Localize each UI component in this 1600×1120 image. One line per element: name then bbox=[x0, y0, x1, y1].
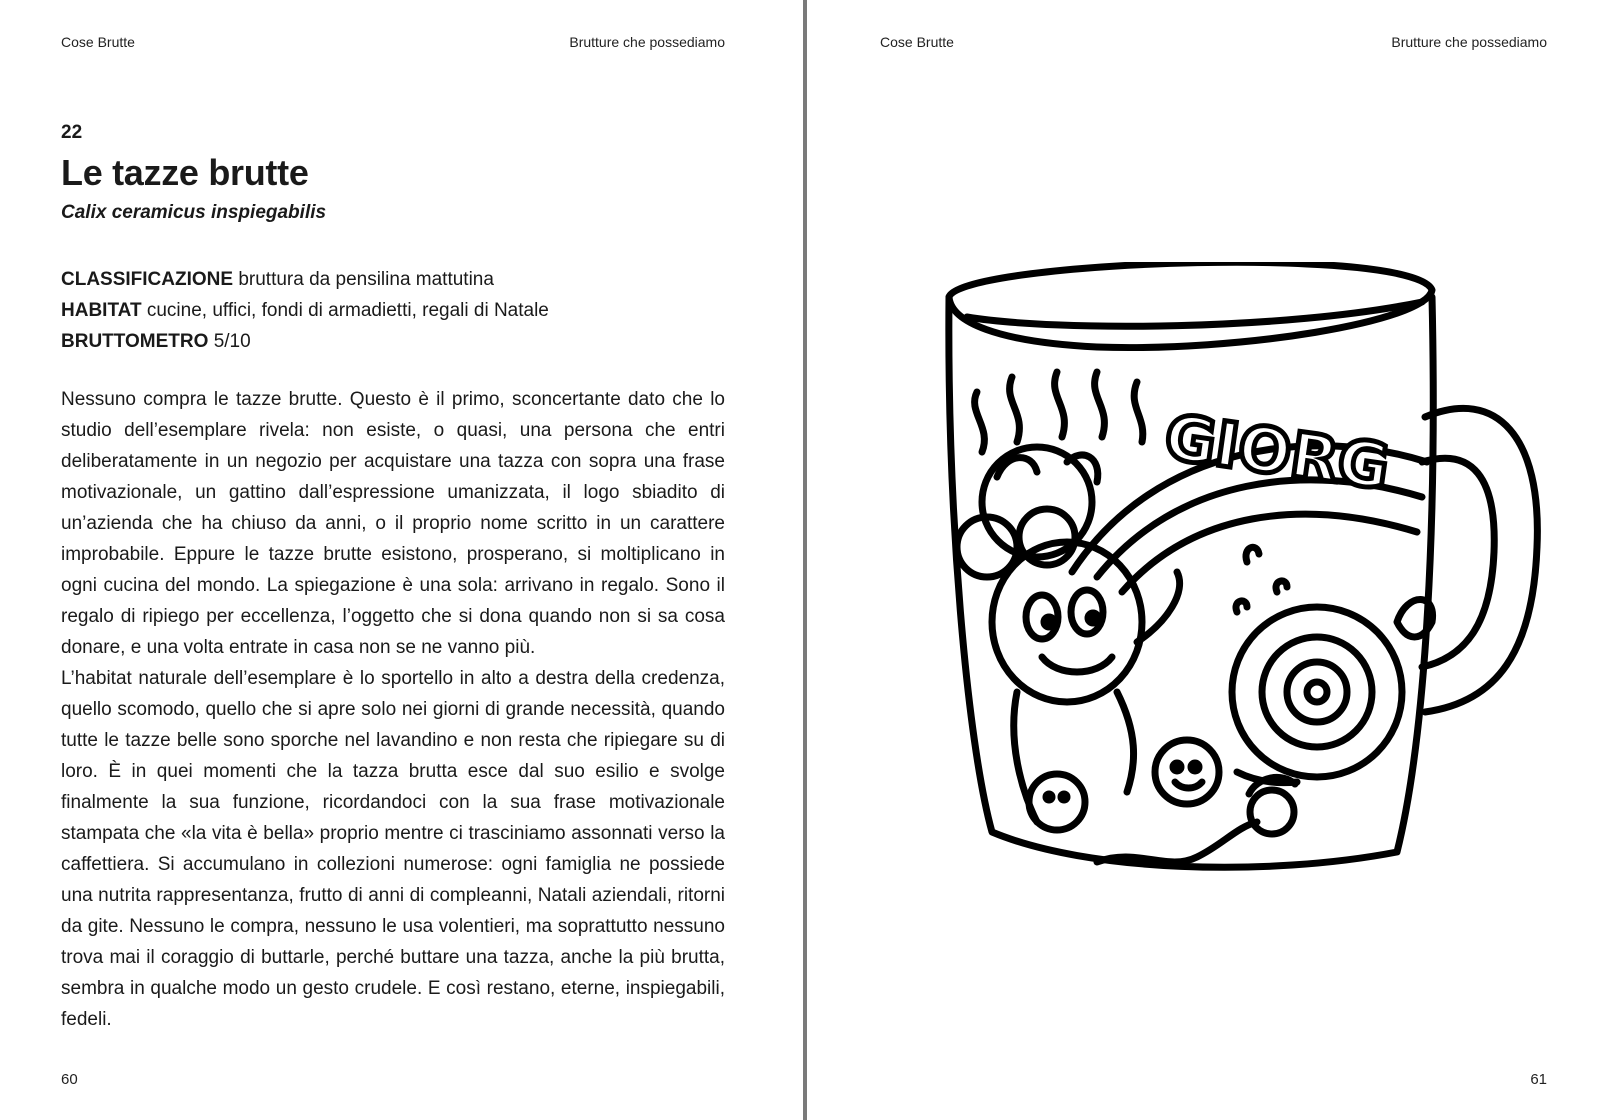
body-text bbox=[61, 384, 725, 1035]
ugly-mug-illustration bbox=[937, 262, 1567, 922]
specimen-info bbox=[61, 264, 549, 357]
latin-subtitle: Calix ceramicus inspiegabilis bbox=[61, 202, 327, 223]
body-paragraph-2: L’habitat naturale dell’esemplare è lo sportello in alto a destra della credenza, quello scomodo, quello che si apre solo nei giorni di grande necessità, quando tutte le tazze belle sono sporche nel lavandino e non resta che ripiegare su di loro. È in quei momenti che la tazza brutta esce dal suo esilio e svolge finalmente la sua funzione, ricordandoci con la sua frase motivazionale stampata che «la vita è bella» proprio mentre ci trasciniamo assonnati verso la caffettiera. Si accumulano in collezioni numerose: ogni famiglia ne possiede una nutrita rappresentanza, frutto di anni di compleanni, Natali aziendali, ritorni da gite. Nessuno le compra, nessuno le usa volentieri, ma soprattutto nessuno trova mai il coraggio di buttarle, perché buttare una tazza, anche la più brutta, sembra in qualche modo un gesto crudele. E così restano, eterne, inspiegabili, fedeli. bbox=[61, 668, 725, 1030]
mug-handle bbox=[1425, 408, 1537, 712]
running-head-book-title: Cose Brutte bbox=[880, 34, 954, 50]
bruttometro-line bbox=[61, 326, 549, 357]
habitat-line bbox=[61, 295, 549, 326]
right-page bbox=[807, 0, 1600, 1120]
bruttometro-value: 5/10 bbox=[208, 331, 251, 352]
chapter-title: Le tazze brutte bbox=[61, 152, 309, 193]
classification-value: bruttura da pensilina mattutina bbox=[233, 269, 494, 290]
running-head-section: Brutture che possediamo bbox=[569, 34, 725, 50]
classification-label: CLASSIFICAZIONE bbox=[61, 269, 234, 290]
classification-line bbox=[61, 264, 549, 295]
mug-rim bbox=[949, 262, 1432, 347]
bruttometro-label: BRUTTOMETRO bbox=[61, 331, 209, 352]
habitat-label: HABITAT bbox=[61, 300, 142, 321]
page-number-left: 60 bbox=[61, 1071, 78, 1088]
running-head-section: Brutture che possediamo bbox=[1391, 34, 1547, 50]
running-head-book-title: Cose Brutte bbox=[61, 34, 135, 50]
mug-name-lettering: GIORG bbox=[1160, 400, 1394, 504]
habitat-value: cucine, uffici, fondi di armadietti, regali di Natale bbox=[141, 300, 549, 321]
body-paragraph-1: Nessuno compra le tazze brutte. Questo è il primo, sconcertante dato che lo studio dell’esemplare rivela: non esiste, o quasi, una persona che entri deliberatamente in un negozio per acquistare una tazza con sopra una frase motivazionale, un gattino dall’espressione umanizzata, il logo sbiadito di un’azienda che ha chiuso da anni, o il proprio nome scritto in un carattere improbabile. Eppure le tazze brutte esistono, prosperano, si moltiplicano in ogni cucina del mondo. La spiegazione è una sola: arrivano in regalo. Sono il regalo di ripiego per eccellenza, l’oggetto che si dona quando non si sa cosa donare, e una volta entrate in casa non se ne vanno più. bbox=[61, 389, 725, 658]
chapter-number: 22 bbox=[61, 122, 83, 143]
page-number-right: 61 bbox=[1530, 1071, 1547, 1088]
